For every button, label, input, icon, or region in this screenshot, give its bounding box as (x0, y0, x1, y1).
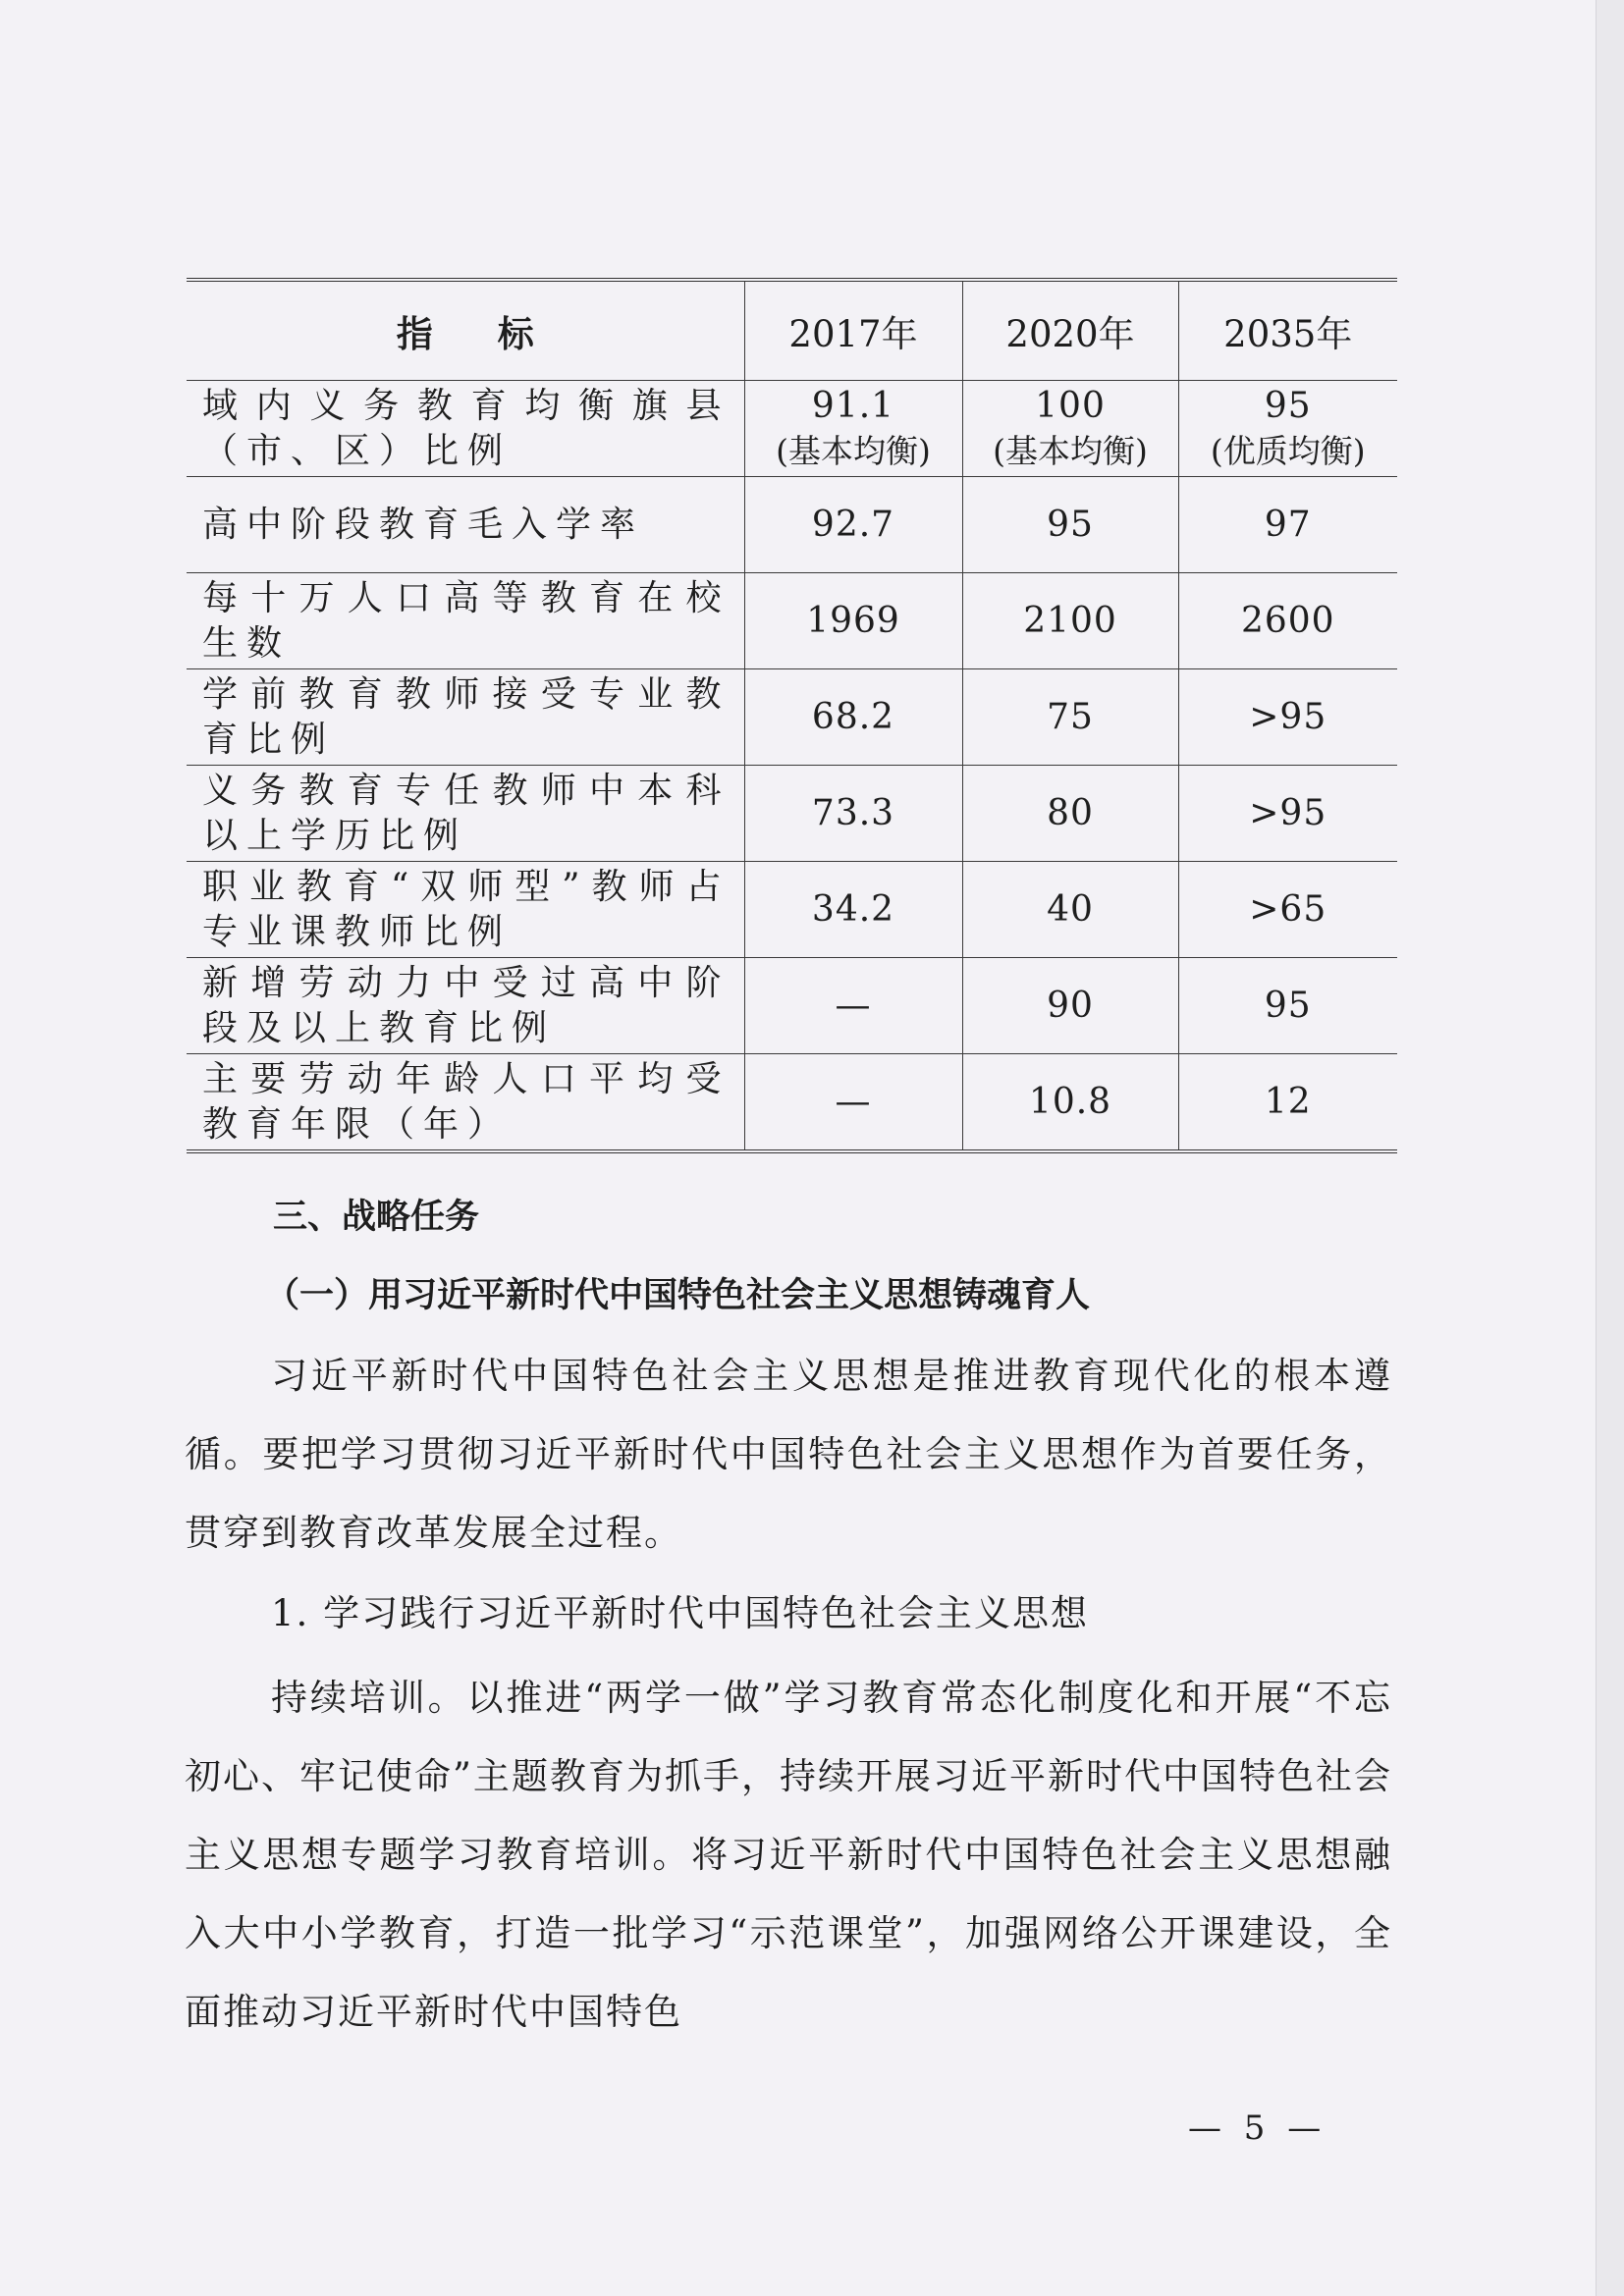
subsection-title: （一）用习近平新时代中国特色社会主义思想铸魂育人 (265, 1276, 1091, 1315)
header-2020: 2020年 (962, 280, 1178, 381)
indicator-name: 每十万人口高等教育在校生数 (187, 573, 744, 669)
paragraph: 持续培训。以推进“两学一做”学习教育常态化制度化和开展“不忘初心、牢记使命”主题教育为抓手，持续开展习近平新时代中国特色社会主义思想专题学习教育培训。将习近平新时代中国特色社会主义思想融入大中小学教育，打造一批学习“示范课堂”，加强网络公开课建设，全面推动习近平新时代中国特色 (185, 1677, 1392, 2033)
value-2017: 73.3 (744, 766, 962, 862)
value-2020: 90 (962, 958, 1178, 1054)
indicator-name: 新增劳动力中受过高中阶段及以上教育比例 (187, 958, 744, 1054)
value-2020: 95 (962, 477, 1178, 573)
header-2035: 2035年 (1178, 280, 1397, 381)
indicator-name: 职业教育“双师型”教师占专业课教师比例 (187, 862, 744, 958)
value-2020: 40 (962, 862, 1178, 958)
page-edge (1596, 0, 1624, 2296)
indicator-name: 学前教育教师接受专业教育比例 (187, 669, 744, 766)
table-row (187, 862, 1397, 958)
value-2017: 1969 (744, 573, 962, 669)
table-row (187, 1054, 1397, 1152)
value-note: (基本均衡) (993, 431, 1148, 470)
value-2035: >65 (1178, 862, 1397, 958)
value-2035: 97 (1178, 477, 1397, 573)
value-2017: — (744, 1054, 962, 1152)
value-note: (优质均衡) (1210, 431, 1366, 470)
indicator-name: 义务教育专任教师中本科以上学历比例 (187, 766, 744, 862)
section-title: 三、战略任务 (273, 1198, 480, 1237)
value-2035: 2600 (1178, 573, 1397, 669)
indicator-name: 主要劳动年龄人口平均受教育年限（年） (187, 1054, 744, 1152)
table-header-row (187, 280, 1397, 381)
value-2017: 92.7 (744, 477, 962, 573)
header-indicator: 指标 (187, 280, 744, 381)
indicator-name: 高中阶段教育毛入学率 (187, 477, 744, 573)
value-2035: 95 (1178, 958, 1397, 1054)
value-2020: 2100 (962, 573, 1178, 669)
value-2020: 100 (基本均衡) (962, 381, 1178, 477)
value-2017: 91.1 (基本均衡) (744, 381, 962, 477)
header-2017: 2017年 (744, 280, 962, 381)
indicator-name: 域内义务教育均衡旗县（市、区）比例 (187, 381, 744, 477)
table-row (187, 477, 1397, 573)
paragraph: 习近平新时代中国特色社会主义思想是推进教育现代化的根本遵循。要把学习贯彻习近平新时代中国特色社会主义思想作为首要任务，贯穿到教育改革发展全过程。 (185, 1355, 1392, 1554)
table-row (187, 573, 1397, 669)
indicator-table (187, 278, 1397, 1153)
value-2017: 34.2 (744, 862, 962, 958)
value-2017: 68.2 (744, 669, 962, 766)
value-2035: 12 (1178, 1054, 1397, 1152)
value-2035: 95 (优质均衡) (1178, 381, 1397, 477)
value-2020: 80 (962, 766, 1178, 862)
page-number: — 5 — (1188, 2109, 1327, 2148)
value-2035: >95 (1178, 766, 1397, 862)
value-2020: 10.8 (962, 1054, 1178, 1152)
table-row (187, 669, 1397, 766)
value-2020: 75 (962, 669, 1178, 766)
table-row (187, 381, 1397, 477)
table-row (187, 958, 1397, 1054)
table-row (187, 766, 1397, 862)
item-title: 1. 学习践行习近平新时代中国特色社会主义思想 (271, 1592, 1090, 1634)
value-2035: >95 (1178, 669, 1397, 766)
value-note: (基本均衡) (776, 431, 931, 470)
value-2017: — (744, 958, 962, 1054)
